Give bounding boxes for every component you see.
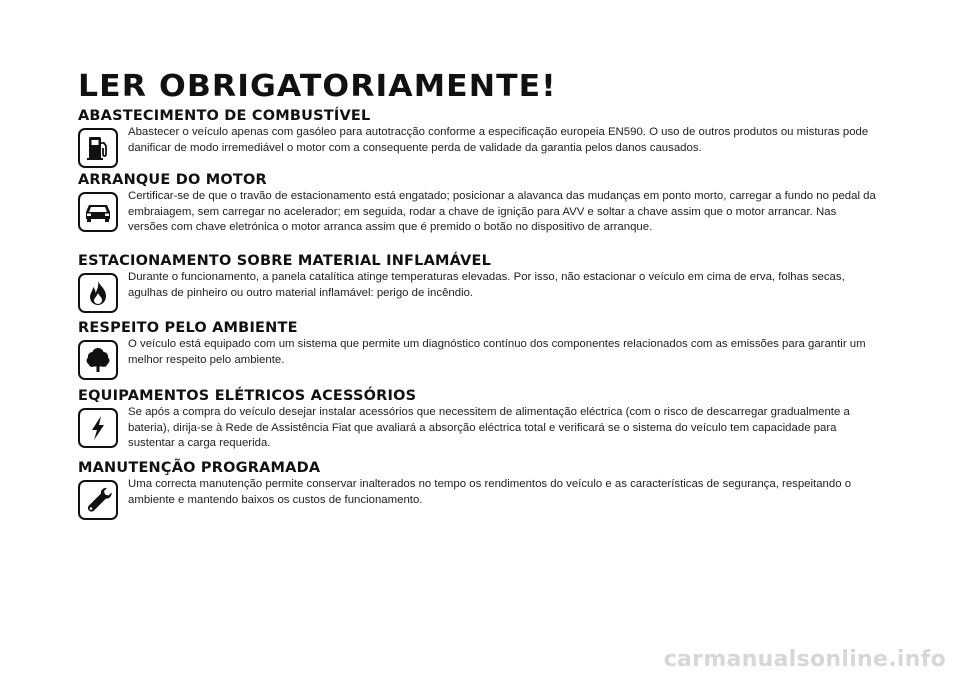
page-title: LER OBRIGATORIAMENTE! [78,69,557,104]
section-text: Abastecer o veículo apenas com gasóleo para autotracção conforme a especificação europeia EN590. O uso de outros produtos ou misturas pode danificar de modo irremediável o motor com a consequente perda de validade da garantia pelos danos causados. [128,126,869,154]
section-engine-start [78,172,878,236]
section-heading: EQUIPAMENTOS ELÉTRICOS ACESSÓRIOS [78,388,417,404]
section-text: Se após a compra do veículo desejar instalar acessórios que necessitem de alimentação eléctrica (com o risco de descarregar gradualmente a bateria), dirija-se à Rede de Assistência Fiat que avaliará a absorção eléctrica total e verificará se o sistema do veículo tem capacidade para sustentar a carga requerida. [128,406,850,449]
section-text: Certificar-se de que o travão de estacionamento está engatado; posicionar a alavanca das mudanças em ponto morto, carregar a fundo no pedal da embraiagem, sem carregar no acelerador; em seguida, rodar a chave de ignição para AVV e soltar a chave assim que o motor arrancar. Nas versões com chave eletrónica o motor arranca assim que é premido o botão no dispositivo de arranque. [128,190,876,233]
section-text: Uma correcta manutenção permite conservar inalterados no tempo os rendimentos do veículo e as características de segurança, respeitando o ambiente e mantendo baixos os custos de funcionamento. [128,478,852,506]
section-flammable [78,253,878,301]
section-text: O veículo está equipado com um sistema que permite um diagnóstico contínuo dos componentes relacionados com as emissões para garantir um melhor respeito pelo ambiente. [128,338,866,366]
tree-icon [78,340,118,380]
fuel-pump-icon [78,128,118,168]
section-text: Durante o funcionamento, a panela catalítica atinge temperaturas elevadas. Por isso, não estacionar o veículo em cima de erva, folhas secas, agulhas de pinheiro ou outro material inflamável: perigo de incêndio. [128,271,845,299]
wrench-icon [78,480,118,520]
section-heading: ABASTECIMENTO DE COMBUSTÍVEL [78,108,371,124]
section-heading: ESTACIONAMENTO SOBRE MATERIAL INFLAMÁVEL [78,253,492,269]
lightning-icon [78,408,118,448]
section-heading: RESPEITO PELO AMBIENTE [78,320,298,336]
watermark: carmanualsonline.info [663,647,946,672]
section-fuel [78,108,878,156]
section-environment [78,320,878,368]
car-icon [78,192,118,232]
section-heading: ARRANQUE DO MOTOR [78,172,267,188]
section-heading: MANUTENÇÃO PROGRAMADA [78,460,321,476]
fire-icon [78,273,118,313]
section-electrical [78,388,878,452]
section-maintenance [78,460,878,508]
